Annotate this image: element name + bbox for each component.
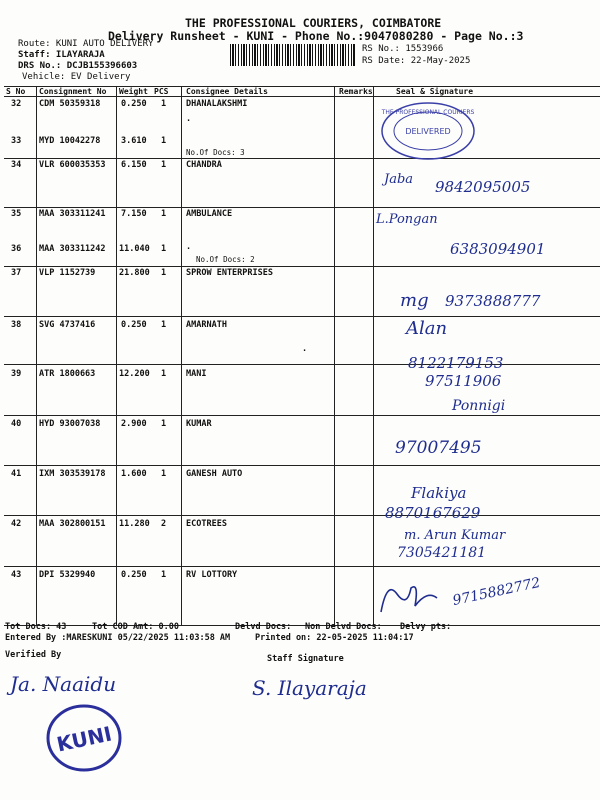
row-pcs: 1 — [161, 320, 167, 330]
sign-row35: L.Pongan — [376, 212, 438, 227]
row-weight: 11.280 — [119, 519, 150, 529]
row-weight: 2.900 — [121, 419, 147, 429]
phone-row37: 9373888777 — [445, 292, 541, 310]
row-consignee: AMARNATH — [186, 320, 227, 330]
row-sno: 37 — [11, 268, 22, 278]
row-pcs: 1 — [161, 244, 167, 254]
row-pcs: 1 — [161, 136, 167, 146]
phone-row34: 9842095005 — [435, 178, 531, 196]
row-sno: 41 — [11, 469, 22, 479]
tot-cod: Tot COD Amt: 0.00 — [92, 622, 179, 632]
sign-row42: m. Arun Kumar — [404, 528, 506, 543]
rs-date: RS Date: 22-May-2025 — [362, 56, 471, 66]
non-delvd-docs: Non Delvd Docs: — [305, 622, 382, 632]
row-weight: 6.150 — [121, 160, 147, 170]
staff-signature-label: Staff Signature — [267, 654, 344, 664]
staff: Staff: ILAYARAJA — [18, 50, 105, 60]
row-consignee: CHANDRA — [186, 160, 222, 170]
row-sno: 40 — [11, 419, 22, 429]
printed-on: Printed on: 22-05-2025 11:04:17 — [255, 633, 414, 643]
phone-row36: 6383094901 — [450, 240, 546, 258]
phone-row42: 7305421181 — [397, 545, 487, 561]
col-remarks: Remarks — [339, 87, 373, 96]
row-consignee: DHANALAKSHMI — [186, 99, 248, 109]
signature-row43 — [375, 572, 445, 624]
row-weight: 3.610 — [121, 136, 147, 146]
kuni-stamp — [44, 702, 124, 774]
row-weight: 1.600 — [121, 469, 147, 479]
row-note: No.Of Docs: 2 — [196, 255, 255, 264]
row-pcs: 1 — [161, 570, 167, 580]
row-consignment: IXM 303539178 — [39, 469, 106, 479]
row-consignment: MYD 10042278 — [39, 136, 101, 146]
row-consignee: AMBULANCE — [186, 209, 233, 219]
row-consignment: SVG 4737416 — [39, 320, 96, 330]
row-consignment: MAA 302800151 — [39, 519, 106, 529]
row-consignment: VLP 1152739 — [39, 268, 96, 278]
phone-row43: 9715882772 — [451, 574, 542, 610]
sheet-title: Delivery Runsheet - KUNI - Phone No.:9047080280 - Page No.:3 — [108, 29, 524, 43]
row-pcs: 1 — [161, 160, 167, 170]
row-sno: 32 — [11, 99, 22, 109]
kuni-stamp-text: KUNI — [54, 721, 114, 757]
sign-row37: mg — [400, 290, 429, 311]
row-pcs: 1 — [161, 99, 167, 109]
row-consignee: RV LOTTORY — [186, 570, 238, 580]
stamp-center: DELIVERED — [405, 127, 451, 136]
row-pcs: 1 — [161, 419, 167, 429]
delvy-pts: Delvy pts: — [400, 622, 452, 632]
col-consignment: Consignment No — [39, 87, 107, 96]
tot-docs: Tot Docs: 43 — [5, 622, 67, 632]
row-consignee: MANI — [186, 369, 207, 379]
row-consignee: GANESH AUTO — [186, 469, 243, 479]
phone-row41: 8870167629 — [385, 504, 481, 522]
delvd-docs: Delvd Docs: — [235, 622, 292, 632]
rs-no: RS No.: 1553966 — [362, 44, 444, 54]
col-sno: S No — [6, 87, 26, 96]
col-pcs: PCS — [154, 87, 169, 96]
row-consignment: VLR 600035353 — [39, 160, 106, 170]
row-consignment: HYD 93007038 — [39, 419, 101, 429]
row-consignee: KUMAR — [186, 419, 212, 429]
col-seal: Seal & Signature — [396, 87, 474, 96]
row-sno: 36 — [11, 244, 22, 254]
staff-signature: S. Ilayaraja — [252, 676, 367, 700]
row-pcs: 1 — [161, 209, 167, 219]
row-dot: . — [302, 344, 308, 354]
row-dot: . — [186, 242, 192, 252]
verifier-signature: Ja. Naaidu — [10, 672, 117, 696]
row-pcs: 2 — [161, 519, 167, 529]
row-consignment: ATR 1800663 — [39, 369, 96, 379]
entered-by: Entered By :MARESKUNI 05/22/2025 11:03:58 AM — [5, 633, 231, 643]
row-pcs: 1 — [161, 268, 167, 278]
row-weight: 21.800 — [119, 268, 150, 278]
name-row39: Ponnigi — [452, 398, 506, 414]
row-weight: 0.250 — [121, 99, 147, 109]
row-sno: 33 — [11, 136, 22, 146]
row-consignment: DPI 5329940 — [39, 570, 96, 580]
row-note: No.Of Docs: 3 — [186, 148, 245, 157]
phone-row38: 8122179153 — [408, 354, 504, 372]
row-weight: 12.200 — [119, 369, 150, 379]
row-sno: 35 — [11, 209, 22, 219]
sign-row38: Alan — [406, 318, 448, 339]
row-consignee: ECOTREES — [186, 519, 227, 529]
row-weight: 11.040 — [119, 244, 150, 254]
row-sno: 43 — [11, 570, 22, 580]
row-consignment: CDM 50359318 — [39, 99, 101, 109]
row-weight: 0.250 — [121, 570, 147, 580]
company-title: THE PROFESSIONAL COURIERS, COIMBATORE — [185, 16, 442, 30]
phone-row39: 97511906 — [425, 372, 502, 390]
stamp-text: THE PROFESSIONAL COURIERS — [381, 109, 475, 116]
col-consignee: Consignee Details — [186, 87, 268, 96]
sign-row41: Flakiya — [411, 484, 467, 502]
sign-row34: Jaba — [384, 172, 414, 187]
verified-by: Verified By — [5, 650, 62, 660]
row-weight: 0.250 — [121, 320, 147, 330]
row-pcs: 1 — [161, 369, 167, 379]
row-sno: 42 — [11, 519, 22, 529]
row-dot: . — [186, 114, 192, 124]
barcode — [230, 44, 355, 66]
col-weight: Weight — [119, 87, 148, 96]
delivery-stamp — [378, 100, 478, 162]
row-consignee: SPROW ENTERPRISES — [186, 268, 273, 278]
row-pcs: 1 — [161, 469, 167, 479]
row-consignment: MAA 303311241 — [39, 209, 106, 219]
row-consignment: MAA 303311242 — [39, 244, 106, 254]
route: Route: KUNI AUTO DELIVERY — [18, 39, 154, 49]
sign-row40: 97007495 — [395, 438, 482, 458]
drs-no: DRS No.: DCJB155396603 — [18, 61, 138, 71]
row-sno: 34 — [11, 160, 22, 170]
vehicle: Vehicle: EV Delivery — [22, 72, 131, 82]
row-sno: 39 — [11, 369, 22, 379]
row-sno: 38 — [11, 320, 22, 330]
row-weight: 7.150 — [121, 209, 147, 219]
